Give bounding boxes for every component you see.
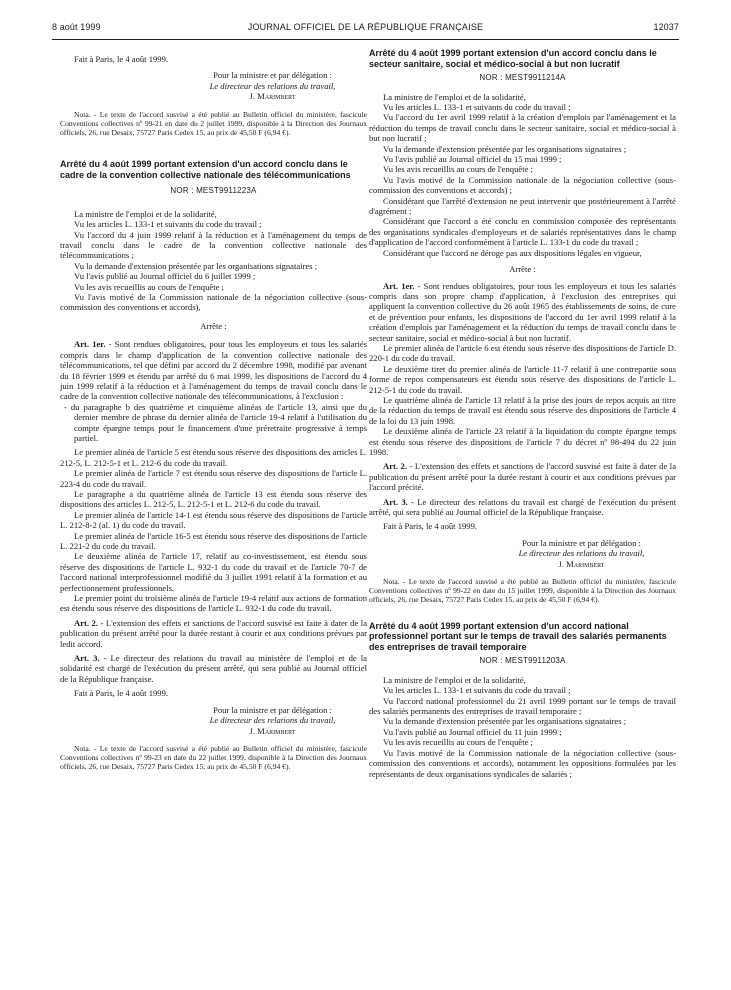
article-3 [369,497,676,518]
preamble-line: Considérant que l'accord a été conclu en commission composée des représentants des organisations syndicales d'employeurs et de salariés représentatives dans le champ d'application de l'accord conformément à l'article L. 133-1 du code du travail ; [369,216,676,248]
signature-title: Le directeur des relations du travail, [209,715,336,726]
preamble-line: Vu la demande d'extension présentée par les organisations signataires ; [383,716,627,727]
preamble-line: Vu les avis recueillis au cours de l'enquête ; [74,281,224,292]
article-label: Art. 2. [383,461,408,472]
signature-block [60,70,367,101]
arrete-heading: Arrête : [509,264,536,275]
preamble-line: La ministre de l'emploi et de la solidarité, [383,674,526,685]
preamble-line: Vu la demande d'extension présentée par les organisations signataires ; [74,260,318,271]
reservation-paragraph: Le premier alinéa de l'article 16-5 est étendu sous réserve des dispositions de l'article L. 221-2 du code du travail. [60,530,367,552]
preamble-line: La ministre de l'emploi et de la solidarité, [74,208,217,219]
preamble-line: Vu les avis recueillis au cours de l'enquête ; [383,737,533,748]
preamble-line: Considérant que l'accord ne déroge pas aux dispositions légales en vigueur, [383,247,642,258]
reservation-paragraph: Le deuxième tiret du premier alinéa de l'article 11-7 relatif à une contrepartie sous forme de repos compensateurs est étendu sous réserve des dispositions de l'article L. 212-5-1 du code du travail. [369,363,676,395]
preamble-line: Vu les articles L. 133-1 et suivants du code du travail ; [74,219,262,230]
article-label: Art. 2. [74,617,99,628]
reservation-paragraph: Le deuxième alinéa de l'article 23 relatif à la liquidation du compte épargne temps est étendu sous réserve des dispositions de l'article 7 du décret nº 98-494 du 22 juin 1998. [369,426,676,457]
preamble-line: Vu la demande d'extension présentée par les organisations signataires ; [383,143,627,154]
preamble-line: Vu l'avis publié au Journal officiel du 6 juillet 1999 ; [74,271,256,282]
nota-note: Nota. - Le texte de l'accord susvisé a été publié au Bulletin officiel du ministère, fascicule Conventions collectives nº 99-22 en date du 15 juillet 1999, disponible à la Direction des Journaux officiels, 26, rue Desaix, 75727 Paris Cedex 15, au prix de 45,50 F (6,94 €). [369,577,676,605]
signatory-name: J. Marimbert [249,725,296,736]
left-column [60,48,367,772]
signatory-name: J. Marimbert [249,91,296,102]
signature-title: Le directeur des relations du travail, [209,80,336,91]
signature-block [369,538,676,569]
nota-note: Nota. - Le texte de l'accord susvisé a été publié au Bulletin officiel du ministère, fascicule Conventions collectives nº 99-21 en date du 2 juillet 1999, disponible à la Direction des Journaux officiels, 26, rue Desaix, 75727 Paris Cedex 15, au prix de 45,50 F (6,94 €). [60,109,367,138]
article-2 [369,461,676,492]
signature-title: Le directeur des relations du travail, [518,548,645,559]
page-header [52,22,679,36]
preamble-line: La ministre de l'emploi et de la solidarité, [383,91,526,102]
preamble-line: Vu les articles L. 133-1 et suivants du code du travail ; [383,102,571,112]
signature-block [60,705,367,736]
preamble-line: Vu l'accord du 1er avril 1999 relatif à la création d'emplois par l'aménagement et la réduction du temps de travail conclu dans le secteur sanitaire, social et médico-social à but non lucratif ; [369,112,676,144]
preamble-line: Vu l'avis motivé de la Commission nationale de la négociation collective (sous-commission des conventions et accords), notamment les oppositions formulées par les représentants de deux organisations syndicales de salariés ; [369,747,676,779]
arrete-heading: Arrête : [200,320,227,331]
header-rule [52,39,679,40]
nor-reference: NOR : MEST9911203A [479,656,566,666]
fait-a-paris: Fait à Paris, le 4 août 1999. [383,521,478,532]
decree-title: Arrêté du 4 août 1999 portant extension d'un accord conclu dans le secteur sanitaire, social et médico-social à but non lucratif [369,48,657,69]
signatory-name: J. Marimbert [558,558,605,569]
right-column [369,48,676,779]
preamble-line: Vu les avis recueillis au cours de l'enquête ; [383,164,533,175]
header-page-number: 12037 [653,22,679,32]
header-journal-title: JOURNAL OFFICIEL DE LA RÉPUBLIQUE FRANÇAISE [247,22,484,32]
reservation-paragraph: Le premier alinéa de l'article 14-1 est étendu sous réserve des dispositions de l'article L. 212-8-2 (al. 1) du code du travail. [60,509,367,531]
preamble-line: Vu l'avis publié au Journal officiel du 11 juin 1999 ; [383,726,562,737]
preamble-line: Vu l'accord du 4 juin 1999 relatif à la réduction et à l'aménagement du temps de travail conclu dans le cadre de la convention collective nationale des télécommunications ; [60,229,367,261]
reservation-paragraph: Le paragraphe a du quatrième alinéa de l'article 13 est étendu sous réserve des dispositions des articles L. 212-5, L. 212-5-1 et L. 212-6 du code du travail. [60,488,367,510]
article-1 [369,281,676,343]
article-label: Art. 1er. [74,339,106,350]
nor-reference: NOR : MEST9911214A [479,73,566,83]
signature-line: Pour la ministre et par délégation : [522,537,641,548]
article-label: Art. 1er. [383,280,415,291]
signature-line: Pour la ministre et par délégation : [213,704,332,715]
article-text: - Sont rendues obligatoires, pour tous les employeurs et tous les salariés compris dans le champ d'application de la convention collective nationale des télécommunications, tel que défini par accord du 2 décembre 1998, modifié par avenant du 18 février 1999 et étendu par arrêté du 6 mai 1999, les dispositions de l'accord du 4 juin 1999 relatif à la réduction et à l'aménagement du temps de travail conclu dans le cadre de la convention collective nationale des télécommunications, à l'exclusion : [60,339,367,402]
article-text: - Sont rendues obligatoires, pour tous les employeurs et tous les salariés compris dans son propre champ d'application, à l'exclusion des entreprises qui appliquent la convention collective du 26 août 1965 des établissements de soins, de cure et de prévention pour enfants, les dispositions de l'accord du 1er avril 1999 relatif à la création d'emplois par l'aménagement et la réduction du temps de travail conclu dans le secteur sanitaire, social et médico-social à but non lucratif. [369,280,676,343]
article-label: Art. 3. [383,496,408,507]
article-3 [60,653,367,684]
header-date: 8 août 1999 [52,22,101,32]
reservation-paragraph: Le premier alinéa de l'article 5 est étendu sous réserve des dispositions des articles L. 212-5, L. 212-5-1 et L. 212-6 du code du travail. [60,447,367,468]
article-text: - Le directeur des relations du travail est chargé de l'exécution du présent arrêté, qui sera publié au Journal officiel de la République française. [369,496,677,518]
preamble-line: Vu les articles L. 133-1 et suivants du code du travail ; [383,685,571,696]
decree-title: Arrêté du 4 août 1999 portant extension d'un accord national professionnel portant sur le temps de travail des salariés permanents des entreprises de travail temporaire [369,620,667,652]
fait-a-paris: Fait à Paris, le 4 août 1999. [74,54,169,64]
nota-note: Nota. - Le texte de l'accord susvisé a été publié au Bulletin officiel du ministère, fascicule Conventions collectives nº 99-23 en date du 22 juillet 1999, disponible à la Direction des Journaux officiels, 26, rue Desaix, 75727 Paris Cedex 15, au prix de 45,50 F (6,94 €). [60,743,367,772]
reservation-paragraph: Le deuxième alinéa de l'article 17, relatif au co-investissement, est étendu sous réserve des dispositions de l'article L. 932-1 du code du travail et de l'article 70-7 de l'accord national interprofessionnel modifié du 3 juillet 1991 relatif à la formation et au perfectionnement professionnels. [60,551,367,593]
preamble-line: Vu l'avis motivé de la Commission nationale de la négociation collective (sous-commission des conventions et accords), [60,292,367,313]
article-text: - L'extension des effets et sanctions de l'accord susvisé est faite à dater de la publication du présent arrêté pour la durée restant à courir et aux conditions prévues par l'accord précité. [369,461,677,493]
article-1 [60,339,367,401]
signature-line: Pour la ministre et par délégation : [213,70,332,81]
reservation-paragraph: Le premier alinéa de l'article 6 est étendu sous réserve des dispositions de l'article D. 220-1 du code du travail. [369,342,676,364]
preamble-line: Vu l'avis publié au Journal officiel du 15 mai 1999 ; [383,154,562,165]
reservation-paragraph: Le premier alinéa de l'article 7 est étendu sous réserve des dispositions de l'article L. 223-4 du code du travail. [60,468,367,489]
preamble-line: Vu l'avis motivé de la Commission nationale de la négociation collective (sous-commission des conventions et accords) ; [369,174,676,196]
fait-a-paris: Fait à Paris, le 4 août 1999. [74,688,169,699]
reservation-paragraph: Le quatrième alinéa de l'article 13 relatif à la prise des jours de repos acquis au titre de la réduction du temps de travail est étendu sous réserve des dispositions de l'article 4 de la loi du 13 juin 1998. [369,394,676,426]
preamble-line: Considérant que l'arrêté d'extension ne peut intervenir que postérieurement à l'arrêté d'agrément ; [369,195,676,217]
article-text: - Le directeur des relations du travail au ministère de l'emploi et de la solidarité est chargé de l'exécution du présent arrêté, qui sera publié au Journal officiel de la République française. [60,653,368,684]
nor-reference: NOR : MESТ9911223A [170,186,257,196]
preamble-line: Vu l'accord national professionnel du 21 avril 1999 portant sur le temps de travail des salariés permanents des entreprises de travail temporaire ; [369,695,676,717]
decree-title: Arrêté du 4 août 1999 portant extension d'un accord conclu dans le cadre de la convention collective nationale des télécommunications [60,159,351,180]
reservation-paragraph: Le premier point du troisième alinéa de l'article 19-4 relatif aux actions de formation est étendu sous réserve des dispositions de l'article L. 932-1 du code du travail. [60,593,367,614]
exclusion-item: - du paragraphe b des quatrième et cinquième alinéas de l'article 13, ainsi que du dernier membre de phrase du dernier alinéa de l'article 19-4 relatif à l'utilisation du compte épargne temps pour le financement d'une préretraite progressive à temps partiel. [64,401,367,443]
article-label: Art. 3. [74,653,100,664]
article-text: - L'extension des effets et sanctions de l'accord susvisé est faite à dater de la publication du présent arrêté pour la durée restant à courir et aux conditions prévues par ledit accord. [60,617,368,649]
article-2 [60,618,367,649]
